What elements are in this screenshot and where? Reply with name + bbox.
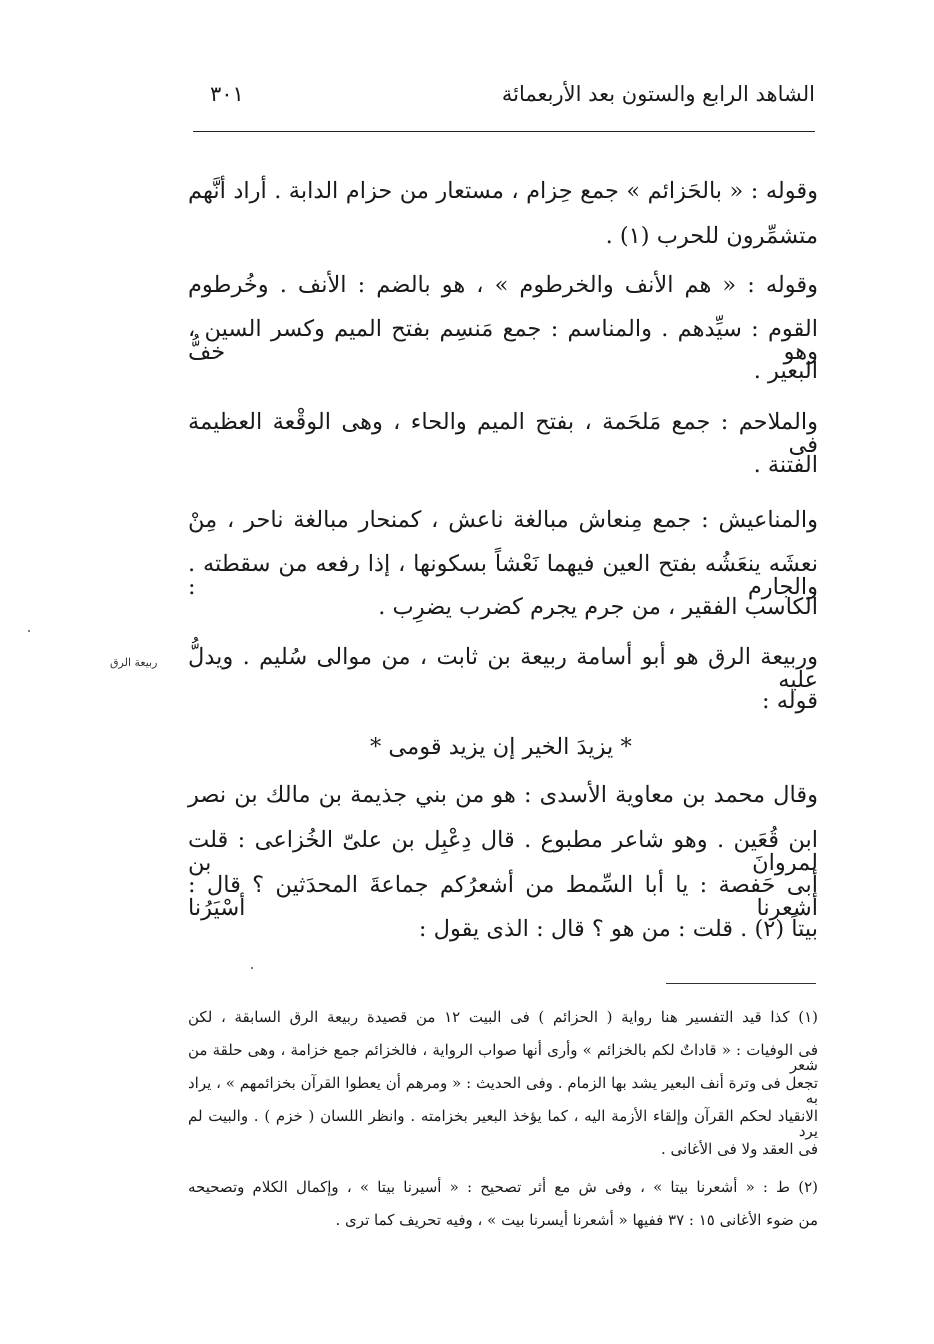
body-line-2: متشمِّرون للحرب (١) . [605, 223, 818, 249]
verse-line: * يزيدَ الخير إن يزيد قومى * [370, 734, 632, 760]
body-line-5: البعير . [753, 358, 818, 384]
body-line-14: وقال محمد بن معاوية الأسدى : هو من بني جذيمة بن مالك بن نصر [188, 782, 818, 808]
page-number: ٣٠١ [210, 82, 244, 106]
footnote-line-5: فى العقد ولا فى الأغانى . [660, 1140, 818, 1158]
footnote-line-1: (١) كذا قيد التفسير هنا رواية ( الحزائم ) فى البيت ١٢ من قصيدة ربيعة الرق السابقة ، لكن [188, 1008, 818, 1026]
body-line-17: بيتاً (٢) . قلت : من هو ؟ قال : الذى يقول : [418, 916, 818, 942]
header-rule [193, 131, 815, 132]
footnote-line-4: الانقياد لحكم القرآن وإلقاء الأزمة اليه ، كما يؤخذ البعير بخزامته . وانظر اللسان ( خزم ) . والبيت لم يرد [188, 1107, 818, 1140]
body-line-7: الفتنة . [753, 452, 818, 478]
footnote-line-6: (٢) ط : « أشعرنا بيتا » ، وفى ش مع أثر تصحيح : « أسيرنا بيتا » ، وإكمال الكلام وتصحيحه [188, 1178, 818, 1196]
body-line-11: وربيعة الرق هو أبو أسامة ربيعة بن ثابت ، من موالى سُليم . ويدلُّ عليه [188, 644, 818, 693]
page-header [190, 78, 815, 118]
body-line-4: القوم : سيِّدهم . والمناسم : جمع مَنسِم بفتح الميم وكسر السين ، وهو خفُّ [188, 316, 818, 365]
footnote-rule [666, 983, 816, 984]
body-line-16: أبى حَفصة : يا أبا السِّمط من أشعرُكم جماعةَ المحدَثين ؟ قال : أشعرنا أسْيَرُنا [188, 872, 818, 921]
body-line-8: والمناعيش : جمع مِنعاش مبالغة ناعش ، كمنحار مبالغة ناحر ، مِنْ [188, 507, 818, 533]
body-line-12: قوله : [761, 688, 818, 714]
footnote-line-7: من ضوء الأغانى ١٥ : ٣٧ ففيها « أشعرنا أيسرنا بيت » ، وفيه تحريف كما ترى . [335, 1211, 818, 1229]
body-line-15: ابن قُعَين . وهو شاعر مطبوع . قال دِعْبِل بن علىّ الخُزاعى : قلت لمروانَ بن [188, 827, 818, 876]
body-line-1: وقوله : « بالحَزائم » جمع حِزام ، مستعار من حزام الدابة . أراد أنَّهم [188, 178, 818, 204]
body-line-10: الكاسب الفقير ، من جرم يجرم كضرب يضرِب . [378, 594, 818, 620]
body-line-9: نعشَه ينعَشُه بفتح العين فيهما نَعْشاً بسكونها ، إذا رفعه من سقطته . والجارم : [188, 551, 818, 600]
footnote-line-3: تجعل فى وترة أنف البعير يشد بها الزمام . وفى الحديث : « ومرهم أن يعطوا القرآن بخزائمهم » ، يراد به [188, 1074, 818, 1107]
body-line-6: والملاحم : جمع مَلحَمة ، بفتح الميم والحاء ، وهى الوقْعة العظيمة فى [188, 409, 818, 458]
scan-speck [251, 967, 253, 969]
scan-speck [28, 630, 30, 632]
footnote-line-2: فى الوفيات : « قاداتٌ لكم بالخزائم » وأرى أنها صواب الرواية ، فالخزائم جمع خزامة ، وهى حلقة من شعر [188, 1041, 818, 1074]
margin-note: ربيعة الرق [110, 656, 158, 669]
running-title: الشاهد الرابع والستون بعد الأربعمائة [501, 82, 815, 106]
body-line-3: وقوله : « هم الأنف والخرطوم » ، هو بالضم : الأنف . وخُرطوم [188, 272, 818, 298]
